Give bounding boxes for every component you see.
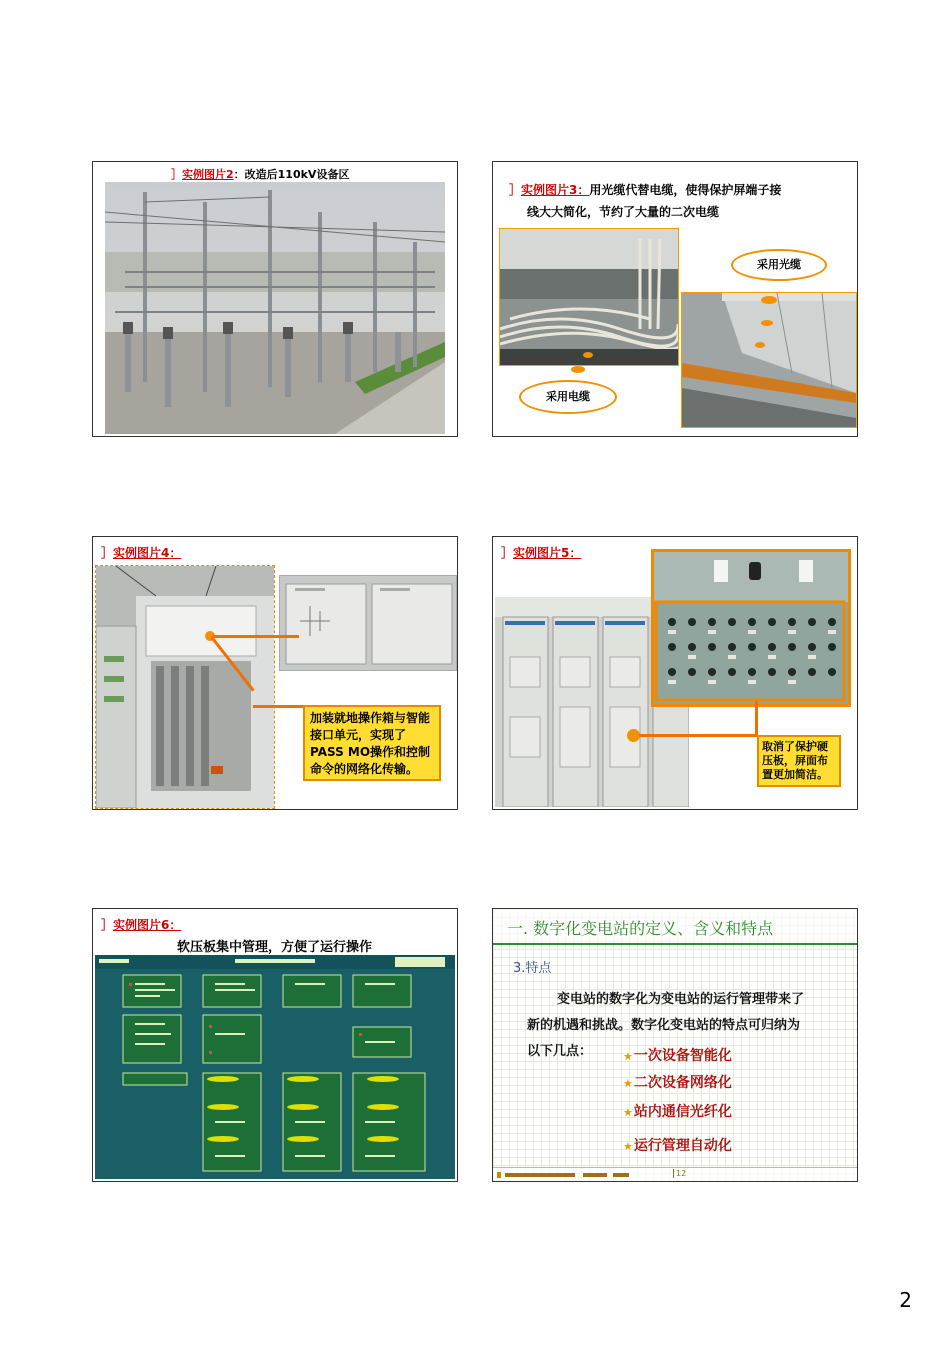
interface-panel-photo	[279, 575, 457, 671]
cable-tray-photo	[499, 228, 679, 366]
pressure-plate-photo	[651, 549, 851, 707]
slide-title: ］实例图片4：	[101, 546, 182, 560]
soft-plate-screen	[95, 955, 455, 1179]
feature-item: ★站内通信光纤化	[623, 1104, 732, 1120]
heading-text: 一. 数字化变电站的定义、含义和特点	[507, 919, 774, 938]
callout-box: 加装就地操作箱与智能接口单元，实现了PASS MO操作和控制命令的网络化传输。	[303, 705, 441, 781]
slide-title: ］实例图片3：用光缆代替电缆，使得保护屏端子接 线大大简化，节约了大量的二次电缆	[509, 183, 782, 219]
slide-example-6	[92, 908, 458, 1182]
section-heading	[493, 909, 858, 945]
cloud-fiber-label: 采用光缆	[731, 249, 827, 281]
fiber-panel-photo	[681, 292, 857, 428]
feature-item: ★二次设备网络化	[623, 1075, 732, 1091]
slide-example-2	[92, 161, 458, 437]
callout-dot	[761, 320, 773, 326]
page-number: 2	[899, 1288, 912, 1312]
slide-example-4	[92, 536, 458, 810]
star-icon: ★	[623, 1050, 633, 1063]
connector-line	[213, 635, 299, 638]
feature-item: ★运行管理自动化	[623, 1138, 732, 1154]
callout-dot	[761, 296, 777, 304]
substation-photo	[105, 182, 445, 434]
connector-line	[253, 705, 303, 708]
slide-number: 12	[673, 1169, 686, 1178]
slide-example-3	[492, 161, 858, 437]
callout-dot	[571, 366, 585, 373]
paragraph: 变电站的数字化为变电站的运行管理带来了 新的机遇和挑战。数字化变电站的特点可归纳为 以下几点：	[527, 992, 805, 1059]
slide-title: ］实例图片2：改造后110kV设备区	[171, 168, 350, 181]
callout-box: 取消了保护硬压板，屏面布置更加简洁。	[757, 735, 841, 787]
footer-logo	[497, 1170, 677, 1180]
cloud-cable-label: 采用电缆	[519, 380, 617, 414]
star-icon: ★	[623, 1077, 633, 1090]
section-number: 3.特点	[513, 961, 552, 976]
star-icon: ★	[623, 1140, 633, 1153]
slide-definition-features	[492, 908, 858, 1182]
callout-dot	[583, 352, 593, 358]
slide-example-5	[492, 536, 858, 810]
slide-subtitle: 软压板集中管理，方便了运行操作	[177, 940, 373, 955]
connector-line	[755, 701, 758, 737]
callout-dot	[755, 342, 765, 348]
connector-line	[639, 734, 757, 737]
slide-title: ］实例图片5：	[501, 546, 582, 560]
slide-footer	[493, 1167, 858, 1182]
slide-title: ］实例图片6：	[101, 918, 182, 932]
star-icon: ★	[623, 1106, 633, 1119]
feature-item: ★一次设备智能化	[623, 1048, 732, 1064]
